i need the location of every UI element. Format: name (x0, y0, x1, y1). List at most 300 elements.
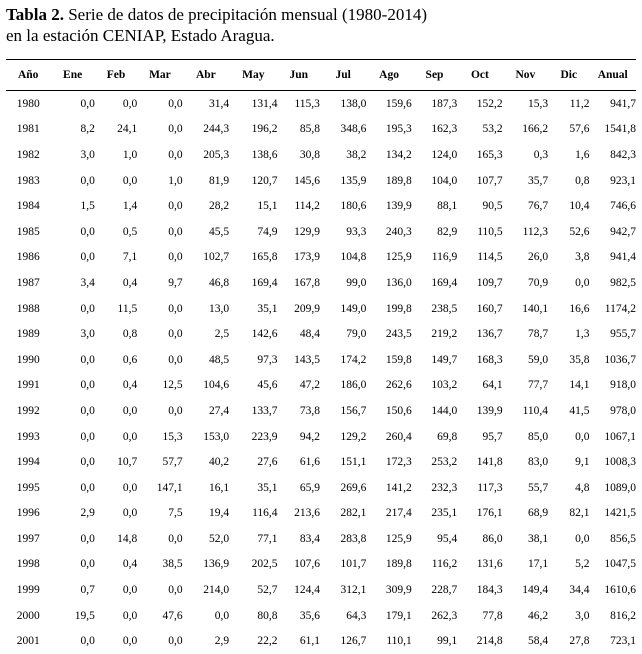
value-cell: 68,9 (503, 501, 548, 527)
value-cell: 124,0 (412, 142, 457, 168)
value-cell: 97,3 (229, 347, 277, 373)
value-cell: 244,3 (183, 117, 229, 143)
value-cell: 173,9 (278, 245, 320, 271)
value-cell: 11,5 (95, 296, 137, 322)
year-cell: 1994 (6, 449, 50, 475)
value-cell: 30,8 (278, 142, 320, 168)
value-cell: 133,7 (229, 398, 277, 424)
value-cell: 99,0 (320, 270, 366, 296)
value-cell: 104,8 (320, 245, 366, 271)
column-header-año: Año (6, 60, 50, 91)
value-cell: 38,1 (503, 526, 548, 552)
value-cell: 176,1 (457, 501, 502, 527)
table-row (6, 245, 636, 271)
value-cell: 80,8 (229, 603, 277, 629)
value-cell: 82,1 (548, 501, 589, 527)
table-row (6, 117, 636, 143)
value-cell: 0,0 (95, 501, 137, 527)
value-cell: 61,6 (278, 449, 320, 475)
year-cell: 1981 (6, 117, 50, 143)
value-cell: 73,8 (278, 398, 320, 424)
caption-title: Serie de datos de precipitación mensual (1980-2014) (64, 5, 427, 24)
value-cell: 0,0 (95, 168, 137, 194)
value-cell: 79,0 (320, 321, 366, 347)
value-cell: 0,0 (50, 373, 94, 399)
value-cell: 141,2 (366, 475, 411, 501)
value-cell: 78,7 (503, 321, 548, 347)
value-cell: 81,9 (183, 168, 229, 194)
value-cell: 114,5 (457, 245, 502, 271)
year-cell: 1999 (6, 577, 50, 603)
value-cell: 12,5 (137, 373, 182, 399)
table-row (6, 603, 636, 629)
value-cell: 842,3 (589, 142, 636, 168)
value-cell: 0,0 (183, 603, 229, 629)
table-row (6, 168, 636, 194)
caption-line-1 (6, 4, 427, 25)
value-cell: 283,8 (320, 526, 366, 552)
year-cell: 1990 (6, 347, 50, 373)
value-cell: 48,4 (278, 321, 320, 347)
value-cell: 269,6 (320, 475, 366, 501)
value-cell: 77,8 (457, 603, 502, 629)
table-row (6, 347, 636, 373)
value-cell: 35,7 (503, 168, 548, 194)
value-cell: 131,4 (229, 91, 277, 117)
value-cell: 3,0 (50, 321, 94, 347)
value-cell: 95,4 (412, 526, 457, 552)
value-cell: 0,8 (95, 321, 137, 347)
value-cell: 136,0 (366, 270, 411, 296)
value-cell: 223,9 (229, 424, 277, 450)
value-cell: 3,0 (50, 142, 94, 168)
table-row (6, 219, 636, 245)
value-cell: 5,2 (548, 552, 589, 578)
value-cell: 0,0 (95, 475, 137, 501)
value-cell: 149,7 (412, 347, 457, 373)
value-cell: 40,2 (183, 449, 229, 475)
value-cell: 10,7 (95, 449, 137, 475)
value-cell: 47,6 (137, 603, 182, 629)
value-cell: 46,8 (183, 270, 229, 296)
value-cell: 282,1 (320, 501, 366, 527)
value-cell: 189,8 (366, 168, 411, 194)
value-cell: 3,0 (548, 603, 589, 629)
table-row (6, 475, 636, 501)
value-cell: 131,6 (457, 552, 502, 578)
value-cell: 0,0 (137, 219, 182, 245)
value-cell: 0,0 (137, 245, 182, 271)
value-cell: 124,4 (278, 577, 320, 603)
value-cell: 19,5 (50, 603, 94, 629)
value-cell: 169,4 (229, 270, 277, 296)
year-cell: 1992 (6, 398, 50, 424)
value-cell: 0,0 (137, 193, 182, 219)
table-row (6, 526, 636, 552)
value-cell: 145,6 (278, 168, 320, 194)
value-cell: 24,1 (95, 117, 137, 143)
value-cell: 312,1 (320, 577, 366, 603)
year-cell: 1993 (6, 424, 50, 450)
value-cell: 53,2 (457, 117, 502, 143)
value-cell: 52,7 (229, 577, 277, 603)
value-cell: 0,0 (50, 347, 94, 373)
value-cell: 0,0 (137, 321, 182, 347)
value-cell: 110,1 (366, 628, 411, 654)
value-cell: 88,1 (412, 193, 457, 219)
value-cell: 34,4 (548, 577, 589, 603)
year-cell: 1997 (6, 526, 50, 552)
value-cell: 64,1 (457, 373, 502, 399)
year-cell: 2001 (6, 628, 50, 654)
table-caption (6, 4, 427, 46)
value-cell: 1,4 (95, 193, 137, 219)
value-cell: 0,6 (95, 347, 137, 373)
value-cell: 1,0 (95, 142, 137, 168)
value-cell: 0,4 (95, 373, 137, 399)
value-cell: 94,2 (278, 424, 320, 450)
value-cell: 7,5 (137, 501, 182, 527)
value-cell: 9,7 (137, 270, 182, 296)
value-cell: 172,3 (366, 449, 411, 475)
value-cell: 110,4 (503, 398, 548, 424)
value-cell: 0,0 (50, 628, 94, 654)
value-cell: 2,5 (183, 321, 229, 347)
value-cell: 165,3 (457, 142, 502, 168)
value-cell: 153,0 (183, 424, 229, 450)
value-cell: 141,8 (457, 449, 502, 475)
value-cell: 219,2 (412, 321, 457, 347)
year-cell: 1987 (6, 270, 50, 296)
table-row (6, 270, 636, 296)
value-cell: 235,1 (412, 501, 457, 527)
value-cell: 70,9 (503, 270, 548, 296)
value-cell: 0,0 (95, 577, 137, 603)
value-cell: 26,0 (503, 245, 548, 271)
value-cell: 0,0 (50, 296, 94, 322)
value-cell: 0,0 (50, 475, 94, 501)
value-cell: 58,4 (503, 628, 548, 654)
table-row (6, 501, 636, 527)
value-cell: 309,9 (366, 577, 411, 603)
value-cell: 117,3 (457, 475, 502, 501)
value-cell: 1174,2 (589, 296, 636, 322)
value-cell: 135,9 (320, 168, 366, 194)
value-cell: 180,6 (320, 193, 366, 219)
value-cell: 168,3 (457, 347, 502, 373)
value-cell: 746,6 (589, 193, 636, 219)
value-cell: 1,5 (50, 193, 94, 219)
value-cell: 52,0 (183, 526, 229, 552)
value-cell: 120,7 (229, 168, 277, 194)
value-cell: 214,8 (457, 628, 502, 654)
column-header-ene: Ene (50, 60, 94, 91)
value-cell: 1008,3 (589, 449, 636, 475)
value-cell: 35,1 (229, 475, 277, 501)
value-cell: 3,8 (548, 245, 589, 271)
value-cell: 125,9 (366, 526, 411, 552)
value-cell: 348,6 (320, 117, 366, 143)
value-cell: 28,2 (183, 193, 229, 219)
value-cell: 15,3 (503, 91, 548, 117)
value-cell: 77,7 (503, 373, 548, 399)
value-cell: 165,8 (229, 245, 277, 271)
value-cell: 102,7 (183, 245, 229, 271)
column-header-ago: Ago (366, 60, 411, 91)
value-cell: 238,5 (412, 296, 457, 322)
value-cell: 982,5 (589, 270, 636, 296)
value-cell: 83,4 (278, 526, 320, 552)
value-cell: 156,7 (320, 398, 366, 424)
value-cell: 159,6 (366, 91, 411, 117)
table-row (6, 552, 636, 578)
value-cell: 83,0 (503, 449, 548, 475)
value-cell: 184,3 (457, 577, 502, 603)
value-cell: 209,9 (278, 296, 320, 322)
value-cell: 0,0 (95, 603, 137, 629)
value-cell: 10,4 (548, 193, 589, 219)
value-cell: 22,2 (229, 628, 277, 654)
column-header-mar: Mar (137, 60, 182, 91)
table-row (6, 628, 636, 654)
value-cell: 1541,8 (589, 117, 636, 143)
value-cell: 4,8 (548, 475, 589, 501)
value-cell: 129,2 (320, 424, 366, 450)
year-cell: 1985 (6, 219, 50, 245)
value-cell: 0,0 (548, 270, 589, 296)
value-cell: 2,9 (183, 628, 229, 654)
year-cell: 1982 (6, 142, 50, 168)
precipitation-table (6, 59, 636, 654)
value-cell: 107,7 (457, 168, 502, 194)
value-cell: 147,1 (137, 475, 182, 501)
value-cell: 1610,6 (589, 577, 636, 603)
value-cell: 149,4 (503, 577, 548, 603)
table-row (6, 398, 636, 424)
year-cell: 2000 (6, 603, 50, 629)
value-cell: 149,0 (320, 296, 366, 322)
value-cell: 942,7 (589, 219, 636, 245)
value-cell: 205,3 (183, 142, 229, 168)
value-cell: 0,0 (50, 424, 94, 450)
value-cell: 27,6 (229, 449, 277, 475)
value-cell: 126,7 (320, 628, 366, 654)
value-cell: 0,0 (137, 526, 182, 552)
value-cell: 0,0 (137, 577, 182, 603)
value-cell: 52,6 (548, 219, 589, 245)
value-cell: 93,3 (320, 219, 366, 245)
value-cell: 167,8 (278, 270, 320, 296)
value-cell: 0,0 (137, 142, 182, 168)
column-header-anual: Anual (589, 60, 636, 91)
value-cell: 174,2 (320, 347, 366, 373)
year-cell: 1996 (6, 501, 50, 527)
value-cell: 196,2 (229, 117, 277, 143)
value-cell: 150,6 (366, 398, 411, 424)
value-cell: 110,5 (457, 219, 502, 245)
value-cell: 65,9 (278, 475, 320, 501)
value-cell: 0,7 (50, 577, 94, 603)
value-cell: 55,7 (503, 475, 548, 501)
value-cell: 243,5 (366, 321, 411, 347)
value-cell: 45,5 (183, 219, 229, 245)
value-cell: 169,4 (412, 270, 457, 296)
table-row (6, 142, 636, 168)
value-cell: 213,6 (278, 501, 320, 527)
value-cell: 0,0 (95, 628, 137, 654)
value-cell: 214,0 (183, 577, 229, 603)
value-cell: 0,0 (50, 168, 94, 194)
value-cell: 0,0 (548, 526, 589, 552)
value-cell: 0,0 (50, 91, 94, 117)
value-cell: 116,2 (412, 552, 457, 578)
value-cell: 0,0 (50, 526, 94, 552)
value-cell: 76,7 (503, 193, 548, 219)
value-cell: 38,5 (137, 552, 182, 578)
value-cell: 199,8 (366, 296, 411, 322)
value-cell: 86,0 (457, 526, 502, 552)
table-row (6, 193, 636, 219)
value-cell: 116,4 (229, 501, 277, 527)
value-cell: 99,1 (412, 628, 457, 654)
value-cell: 3,4 (50, 270, 94, 296)
value-cell: 0,0 (95, 398, 137, 424)
value-cell: 69,8 (412, 424, 457, 450)
value-cell: 816,2 (589, 603, 636, 629)
value-cell: 0,8 (548, 168, 589, 194)
value-cell: 61,1 (278, 628, 320, 654)
value-cell: 46,2 (503, 603, 548, 629)
value-cell: 104,0 (412, 168, 457, 194)
value-cell: 217,4 (366, 501, 411, 527)
value-cell: 57,7 (137, 449, 182, 475)
value-cell: 186,0 (320, 373, 366, 399)
value-cell: 189,8 (366, 552, 411, 578)
value-cell: 0,0 (548, 424, 589, 450)
value-cell: 74,9 (229, 219, 277, 245)
value-cell: 35,6 (278, 603, 320, 629)
value-cell: 13,0 (183, 296, 229, 322)
value-cell: 195,3 (366, 117, 411, 143)
value-cell: 160,7 (457, 296, 502, 322)
value-cell: 856,5 (589, 526, 636, 552)
value-cell: 77,1 (229, 526, 277, 552)
year-cell: 1991 (6, 373, 50, 399)
value-cell: 1,6 (548, 142, 589, 168)
table-row (6, 449, 636, 475)
column-header-jun: Jun (278, 60, 320, 91)
value-cell: 187,3 (412, 91, 457, 117)
column-header-oct: Oct (457, 60, 502, 91)
value-cell: 0,0 (137, 91, 182, 117)
value-cell: 240,3 (366, 219, 411, 245)
value-cell: 0,5 (95, 219, 137, 245)
value-cell: 0,0 (137, 296, 182, 322)
value-cell: 138,6 (229, 142, 277, 168)
table-row (6, 577, 636, 603)
value-cell: 941,7 (589, 91, 636, 117)
value-cell: 228,7 (412, 577, 457, 603)
value-cell: 1089,0 (589, 475, 636, 501)
value-cell: 11,2 (548, 91, 589, 117)
column-header-abr: Abr (183, 60, 229, 91)
table-row (6, 296, 636, 322)
value-cell: 16,1 (183, 475, 229, 501)
value-cell: 14,8 (95, 526, 137, 552)
value-cell: 166,2 (503, 117, 548, 143)
year-cell: 1998 (6, 552, 50, 578)
value-cell: 14,1 (548, 373, 589, 399)
value-cell: 0,0 (95, 424, 137, 450)
value-cell: 90,5 (457, 193, 502, 219)
value-cell: 31,4 (183, 91, 229, 117)
value-cell: 15,1 (229, 193, 277, 219)
value-cell: 152,2 (457, 91, 502, 117)
year-cell: 1980 (6, 91, 50, 117)
table-row (6, 424, 636, 450)
value-cell: 136,7 (457, 321, 502, 347)
value-cell: 19,4 (183, 501, 229, 527)
value-cell: 144,0 (412, 398, 457, 424)
value-cell: 114,2 (278, 193, 320, 219)
value-cell: 101,7 (320, 552, 366, 578)
table-row (6, 91, 636, 117)
column-header-feb: Feb (95, 60, 137, 91)
value-cell: 0,0 (137, 117, 182, 143)
value-cell: 15,3 (137, 424, 182, 450)
value-cell: 262,3 (412, 603, 457, 629)
value-cell: 162,3 (412, 117, 457, 143)
value-cell: 260,4 (366, 424, 411, 450)
value-cell: 48,5 (183, 347, 229, 373)
value-cell: 64,3 (320, 603, 366, 629)
value-cell: 0,0 (50, 245, 94, 271)
value-cell: 1421,5 (589, 501, 636, 527)
value-cell: 0,0 (50, 552, 94, 578)
column-header-may: May (229, 60, 277, 91)
year-cell: 1989 (6, 321, 50, 347)
value-cell: 978,0 (589, 398, 636, 424)
value-cell: 151,1 (320, 449, 366, 475)
value-cell: 7,1 (95, 245, 137, 271)
table-header-row (6, 60, 636, 91)
value-cell: 85,0 (503, 424, 548, 450)
value-cell: 253,2 (412, 449, 457, 475)
year-cell: 1984 (6, 193, 50, 219)
table-row (6, 373, 636, 399)
column-header-nov: Nov (503, 60, 548, 91)
value-cell: 16,6 (548, 296, 589, 322)
value-cell: 57,6 (548, 117, 589, 143)
value-cell: 104,6 (183, 373, 229, 399)
value-cell: 107,6 (278, 552, 320, 578)
value-cell: 1067,1 (589, 424, 636, 450)
value-cell: 941,4 (589, 245, 636, 271)
column-header-sep: Sep (412, 60, 457, 91)
value-cell: 136,9 (183, 552, 229, 578)
caption-line-2: en la estación CENIAP, Estado Aragua. (6, 25, 427, 46)
value-cell: 112,3 (503, 219, 548, 245)
value-cell: 47,2 (278, 373, 320, 399)
year-cell: 1986 (6, 245, 50, 271)
value-cell: 202,5 (229, 552, 277, 578)
value-cell: 139,9 (457, 398, 502, 424)
value-cell: 0,4 (95, 270, 137, 296)
value-cell: 1047,5 (589, 552, 636, 578)
value-cell: 109,7 (457, 270, 502, 296)
value-cell: 8,2 (50, 117, 94, 143)
value-cell: 143,5 (278, 347, 320, 373)
